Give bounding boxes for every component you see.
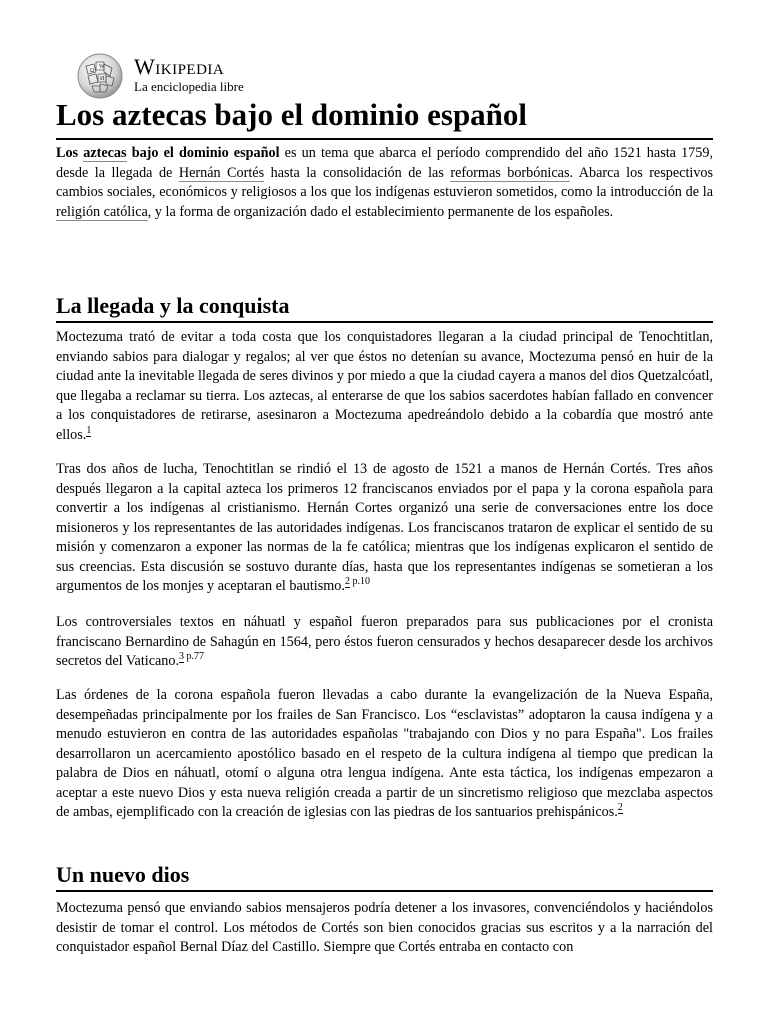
section1-paragraph-3 — [56, 613, 713, 672]
reference-link[interactable]: 3 — [179, 651, 185, 662]
link-aztecas[interactable]: aztecas — [83, 145, 127, 161]
section1-p4-text: Las órdenes de la corona española fueron llevadas a cabo durante la evangelización de la Nueva España, desempeñadas principalmente por los frailes de San Francisco. Los “esclavistas” adoptaron la causa indígena y a menudo estuvieron en contra de las autoridades españolas "trabajando con Dios y no para España". Los frailes desarrollaron un acercamiento apostólico basado en el respeto de la cultura indígena al tiempo que predican la palabra de Dios en náhuatl, otomí o alguna otra lengua indígena. Ante esta táctica, los indígenas empezaron a aceptar a este nuevo Dios y esta nueva religión creada a partir de un sincretismo religioso que mezclaba aspectos de ambas, ejemplificado con la creación de iglesias con las piedras de los santuarios prehispánicos. — [56, 687, 713, 820]
intro-bold-1: Los — [56, 145, 79, 161]
intro-text-4: , y la forma de organización dado el establecimiento permanente de los españoles. — [147, 203, 614, 220]
section-heading-llegada: La llegada y la conquista — [56, 291, 713, 323]
section1-paragraph-4 — [56, 686, 713, 823]
wikipedia-tagline: La enciclopedia libre — [134, 79, 244, 94]
intro-text-3: . Abarca los respectivos cambios sociales, económicos y religiosos a los que los indígenas estuvieron sometidos, como la introducción de la — [56, 164, 714, 200]
reference-link[interactable]: 1 — [86, 424, 92, 436]
svg-text:W: W — [99, 64, 105, 70]
section2-paragraph-1: Moctezuma pensó que enviando sabios mensajeros podría detener a los invasores, convenciéndolos y haciéndolos desistir de tomar el control. Los métodos de Cortés son bien conocidos gracias sus escritos y a la narración del conquistador español Bernal Díaz del Castillo. Siempre que Cortés entraba en contacto con — [56, 900, 713, 955]
section1-paragraph-2 — [56, 460, 713, 597]
svg-text:И: И — [100, 76, 105, 82]
intro-paragraph — [56, 144, 713, 222]
link-reformas-borbonicas[interactable]: reformas borbónicas — [450, 164, 570, 181]
intro-bold-2: bajo el dominio español — [131, 145, 280, 161]
link-religion-catolica[interactable]: religión católica — [56, 203, 148, 220]
section1-p2-text: Tras dos años de lucha, Tenochtitlan se rindió el 13 de agosto de 1521 a manos de Hernán Cortés. Tres años después llegaron a la capital azteca los primeros 12 franciscanos enviados por el papa y la corona española para convertir a los indígenas al cristianismo. Hernán Cortes organizó una serie de conversaciones entre los doce misioneros y los representantes de las autoridades indígenas. Los franciscanos trataron de explicar el sentido de su misión y comenzaron a exponer las normas de la fe católica; mientras que los indígenas explicaron el sentido de sus creencias. Esta discusión se sostuvo durante días, hasta que los representantes indígenas se sometieran a los argumentos de los monjes y aceptaran el bautismo. — [56, 461, 713, 594]
section1-p3-text: Los controversiales textos en náhuatl y español fueron preparados para sus publicaciones por el cronista franciscano Bernardino de Sahagún en 1564, pero éstos fueron censurados y hechos desaparecer desde los archivos secretos del Vaticano. — [56, 614, 713, 669]
reference-page: p.77 — [186, 651, 205, 662]
section1-paragraph-1 — [56, 328, 713, 445]
link-hernan-cortes[interactable]: Hernán Cortés — [178, 164, 265, 181]
reference-link[interactable]: 2 — [344, 576, 350, 587]
wikipedia-wordmark: Wikipedia — [134, 54, 225, 79]
section1-p1-text: Moctezuma trató de evitar a toda costa que los conquistadores llegaran a la ciudad principal de Tenochtitlan, enviando sabios para dialogar y regalos; al ver que éstos no detenían su avance, Moctezuma pensó en huir de la ciudad ante la inevitable llegada de seres divinos y por miedo a que la ciudad cayera a manos del dios Quetzalcóatl, que llegaba a reclamar su tierra. Los aztecas, al enterarse de que los sabios sacerdotes habían fallado en convencer a los conquistadores de retirarse, asesinaron a Moctezuma apedreándolo debido a la cobardía que mostró ante ellos. — [56, 329, 713, 443]
reference-page: p.10 — [352, 576, 370, 587]
intro-text-2: hasta la consolidación de las — [270, 164, 444, 181]
section-heading-nuevo-dios: Un nuevo dios — [56, 860, 713, 892]
intro-text-1: es un tema que abarca el período comprendido del año 1521 hasta 1759, desde la llegada de — [56, 145, 714, 181]
reference-link[interactable]: 2 — [617, 802, 623, 813]
svg-text:Ω: Ω — [90, 68, 95, 74]
page-title: Los aztecas bajo el dominio español — [56, 92, 713, 140]
